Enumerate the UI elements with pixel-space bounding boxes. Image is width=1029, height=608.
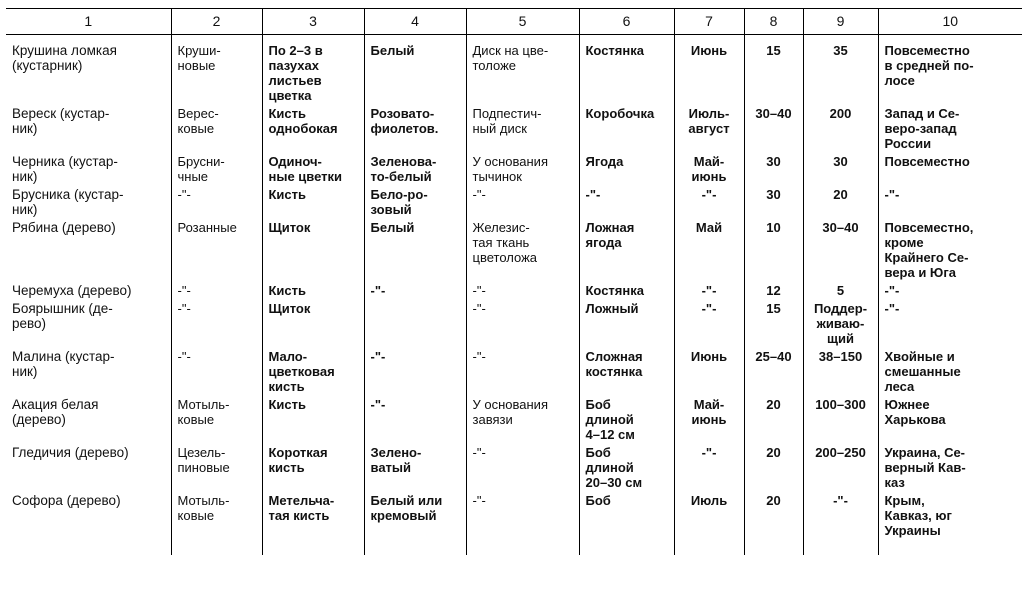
table-cell: 20 xyxy=(744,396,803,444)
table-row xyxy=(6,219,1022,282)
table-row xyxy=(6,153,1022,186)
table-cell: Хвойные и смешанные леса xyxy=(884,349,961,394)
table-cell: Повсеместно, кроме Крайнего Се- вера и Юга xyxy=(884,220,974,280)
table-cell: Боб длиной 4–12 см xyxy=(579,396,674,444)
table-cell: Кисть xyxy=(262,282,364,300)
column-header-3: 3 xyxy=(262,9,364,35)
table-cell: Белый xyxy=(364,219,466,282)
table-cell: -"- xyxy=(364,396,466,444)
table-cell: Мотыль- ковые xyxy=(171,492,262,555)
table-cell: Щиток xyxy=(262,300,364,348)
table-cell: -"- xyxy=(884,301,900,316)
table-cell: -"- xyxy=(171,348,262,396)
column-header-10: 10 xyxy=(878,9,1022,35)
table-cell: Ягода xyxy=(579,153,674,186)
table-cell: 10 xyxy=(744,219,803,282)
table-cell: Май xyxy=(674,219,744,282)
table-cell: Июль- август xyxy=(674,105,744,153)
table-row xyxy=(6,35,1022,106)
table-cell: -"- xyxy=(884,283,900,298)
table-cell: 200 xyxy=(803,105,878,153)
table-cell: Украина, Се- верный Кав- каз xyxy=(884,445,966,490)
table-row xyxy=(6,396,1022,444)
table-cell: Крым, Кавказ, юг Украины xyxy=(884,493,952,538)
table-cell: 20 xyxy=(744,444,803,492)
table-header xyxy=(6,9,1022,35)
table-cell: Белый xyxy=(364,35,466,106)
table-cell: -"- xyxy=(466,348,579,396)
table-cell: Круши- новые xyxy=(171,35,262,106)
table-cell: Зеленова- то-белый xyxy=(364,153,466,186)
table-cell: Черника (кустар- ник) xyxy=(6,153,171,186)
table-cell: Розовато- фиолетов. xyxy=(364,105,466,153)
table-page xyxy=(6,8,1022,598)
table-cell: Диск на цве- толоже xyxy=(466,35,579,106)
table-cell: 30–40 xyxy=(803,219,878,282)
table-cell: 12 xyxy=(744,282,803,300)
table-cell: Розанные xyxy=(171,219,262,282)
table-cell: Июнь xyxy=(674,35,744,106)
table-cell: Брусни- чные xyxy=(171,153,262,186)
table-cell: Южнее Харькова xyxy=(884,397,946,427)
table-cell: Май- июнь xyxy=(674,153,744,186)
table-cell: Черемуха (дерево) xyxy=(6,282,171,300)
table-row xyxy=(6,348,1022,396)
table-cell: -"- xyxy=(674,282,744,300)
table-cell: Гледичия (дерево) xyxy=(6,444,171,492)
table-cell: Запад и Се- веро-запад России xyxy=(884,106,960,151)
table-row xyxy=(6,300,1022,348)
column-header-6: 6 xyxy=(579,9,674,35)
table-cell: Мало- цветковая кисть xyxy=(262,348,364,396)
table-cell: Боярышник (де- рево) xyxy=(6,300,171,348)
table-cell: 20 xyxy=(744,492,803,555)
table-cell: Кисть xyxy=(262,186,364,219)
table-cell: У основания завязи xyxy=(466,396,579,444)
table-cell: Костянка xyxy=(579,282,674,300)
table-cell: Костянка xyxy=(579,35,674,106)
table-row xyxy=(6,492,1022,555)
table-cell: Июнь xyxy=(674,348,744,396)
table-cell: Метельча- тая кисть xyxy=(262,492,364,555)
table-cell: 100–300 xyxy=(803,396,878,444)
table-cell: -"- xyxy=(466,444,579,492)
table-cell: Кисть однобокая xyxy=(262,105,364,153)
table-cell: Короткая кисть xyxy=(262,444,364,492)
table-cell: Белый или кремовый xyxy=(364,492,466,555)
table-cell: Зелено- ватый xyxy=(364,444,466,492)
table-cell: Брусника (кустар- ник) xyxy=(6,186,171,219)
table-cell: 15 xyxy=(744,35,803,106)
table-cell: Июль xyxy=(674,492,744,555)
table-cell: 25–40 xyxy=(744,348,803,396)
table-cell: Бело-ро- зовый xyxy=(364,186,466,219)
table-cell: Боб xyxy=(579,492,674,555)
table-cell: 30 xyxy=(744,186,803,219)
table-row xyxy=(6,105,1022,153)
honey-plants-table xyxy=(6,8,1022,555)
table-cell: Боб длиной 20–30 см xyxy=(579,444,674,492)
table-cell: 38–150 xyxy=(803,348,878,396)
table-cell: Май- июнь xyxy=(674,396,744,444)
table-cell: Акация белая (дерево) xyxy=(6,396,171,444)
header-row xyxy=(6,9,1022,35)
table-cell: Железис- тая ткань цветоложа xyxy=(466,219,579,282)
table-cell: -"- xyxy=(364,348,466,396)
table-cell: 30 xyxy=(803,153,878,186)
table-body xyxy=(6,35,1022,556)
table-row xyxy=(6,186,1022,219)
table-cell: -"- xyxy=(466,282,579,300)
column-header-2: 2 xyxy=(171,9,262,35)
table-cell: -"- xyxy=(171,300,262,348)
table-cell xyxy=(364,300,466,348)
table-cell: -"- xyxy=(803,492,878,555)
column-header-1: 1 xyxy=(6,9,171,35)
table-cell: Цезель- пиновые xyxy=(171,444,262,492)
table-cell: 20 xyxy=(803,186,878,219)
column-header-8: 8 xyxy=(744,9,803,35)
table-cell: -"- xyxy=(579,186,674,219)
table-cell: -"- xyxy=(466,186,579,219)
table-cell: 35 xyxy=(803,35,878,106)
table-cell: Кисть xyxy=(262,396,364,444)
table-cell: 30–40 xyxy=(744,105,803,153)
table-cell: Ложный xyxy=(579,300,674,348)
table-cell: Щиток xyxy=(262,219,364,282)
table-cell: Софора (дерево) xyxy=(6,492,171,555)
table-cell: Сложная костянка xyxy=(579,348,674,396)
table-cell: Повсеместно xyxy=(884,154,970,169)
table-cell: -"- xyxy=(884,187,900,202)
table-cell: 5 xyxy=(803,282,878,300)
table-cell: У основания тычинок xyxy=(466,153,579,186)
table-cell: Коробочка xyxy=(579,105,674,153)
column-header-4: 4 xyxy=(364,9,466,35)
table-cell: -"- xyxy=(466,300,579,348)
table-cell: -"- xyxy=(674,300,744,348)
table-cell: Рябина (дерево) xyxy=(6,219,171,282)
table-cell: Вереск (кустар- ник) xyxy=(6,105,171,153)
table-cell: Мотыль- ковые xyxy=(171,396,262,444)
table-cell: Верес- ковые xyxy=(171,105,262,153)
table-cell: Подпестич- ный диск xyxy=(466,105,579,153)
table-cell: Одиноч- ные цветки xyxy=(262,153,364,186)
table-cell: Крушина ломкая (кустарник) xyxy=(6,35,171,106)
column-header-9: 9 xyxy=(803,9,878,35)
table-cell: Повсеместно в средней по- лосе xyxy=(884,43,974,88)
table-cell: -"- xyxy=(171,282,262,300)
column-header-5: 5 xyxy=(466,9,579,35)
table-cell: 15 xyxy=(744,300,803,348)
table-row xyxy=(6,444,1022,492)
table-row xyxy=(6,282,1022,300)
table-cell: -"- xyxy=(674,444,744,492)
table-cell: -"- xyxy=(466,492,579,555)
table-cell: Поддер- живаю- щий xyxy=(803,300,878,348)
table-cell: Ложная ягода xyxy=(579,219,674,282)
table-cell: Малина (кустар- ник) xyxy=(6,348,171,396)
table-cell: 30 xyxy=(744,153,803,186)
column-header-7: 7 xyxy=(674,9,744,35)
table-cell: -"- xyxy=(171,186,262,219)
table-cell: По 2–3 в пазухах листьев цветка xyxy=(262,35,364,106)
table-cell: 200–250 xyxy=(803,444,878,492)
table-cell: -"- xyxy=(364,282,466,300)
table-cell: -"- xyxy=(674,186,744,219)
